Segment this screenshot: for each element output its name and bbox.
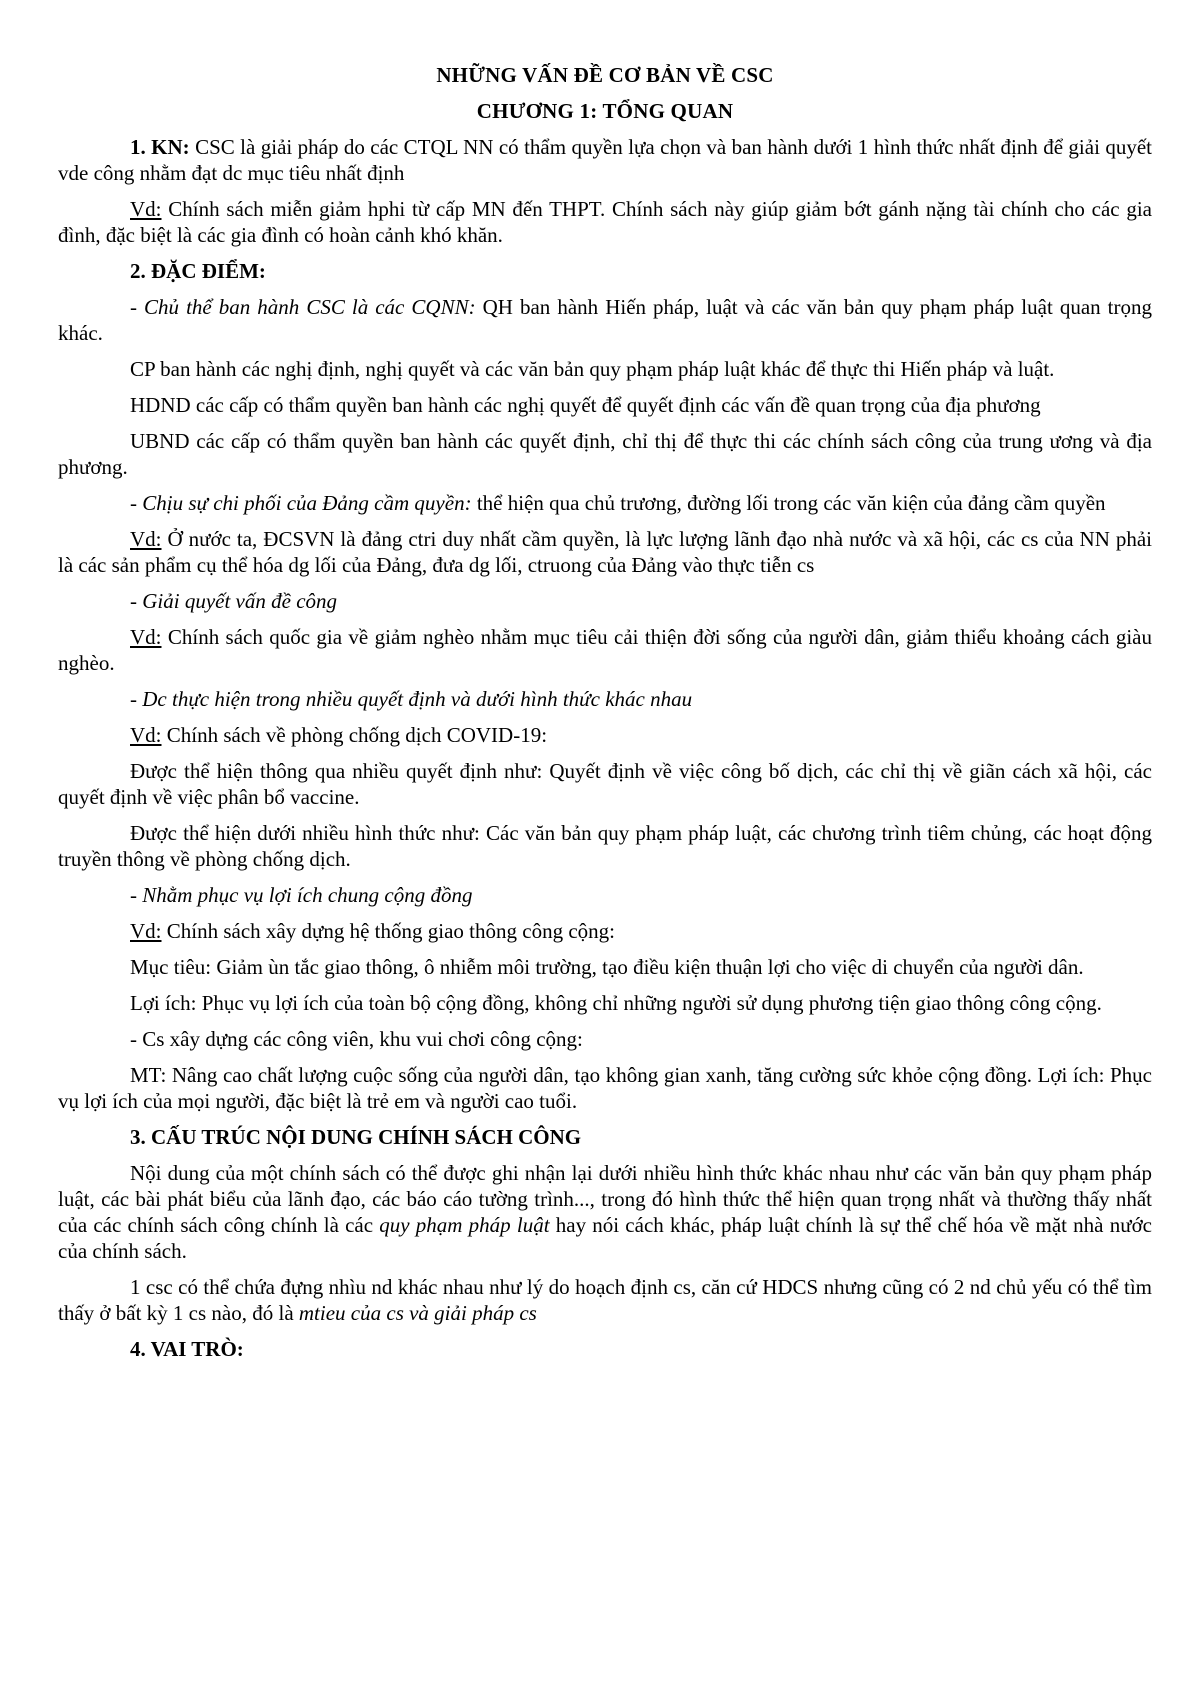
section-3-heading: 3. CẤU TRÚC NỘI DUNG CHÍNH SÁCH CÔNG — [130, 1125, 582, 1149]
example-label: Vd: — [130, 625, 162, 649]
document-page — [58, 62, 1152, 1372]
feature-1-hdnd: HDND các cấp có thẩm quyền ban hành các nghị quyết để quyết định các vấn đề quan trọng của địa phương — [130, 393, 1041, 417]
feature-5-example — [58, 918, 1152, 944]
example-text: Ở nước ta, ĐCSVN là đảng ctri duy nhất cầm quyền, là lực lượng lãnh đạo nhà nước và xã hội, các cs của NN phải là các sản phẩm cụ thể hóa dg lối của Đảng, đưa dg lối, ctruong của Đảng vào thực tiễn cs — [58, 527, 1152, 577]
feature-4-detail-2: Được thể hiện dưới nhiều hình thức như: Các văn bản quy phạm pháp luật, các chương trình tiêm chủng, các hoạt động truyền thông về phòng chống dịch. — [58, 821, 1152, 871]
feature-4-label: - Dc thực hiện trong nhiều quyết định và dưới hình thức khác nhau — [130, 687, 693, 711]
example-text: Chính sách xây dựng hệ thống giao thông công cộng: — [161, 919, 615, 943]
section-2-heading: 2. ĐẶC ĐIỂM: — [130, 259, 266, 283]
section-3-emphasis-2: mtieu của cs và giải pháp cs — [298, 1301, 537, 1325]
example-label: Vd: — [130, 919, 162, 943]
section-3-emphasis: quy phạm pháp luật — [379, 1213, 550, 1237]
definition-text: CSC là giải pháp do các CTQL NN có thẩm quyền lựa chọn và ban hành dưới 1 hình thức nhất định để giải quyết vde công nhằm đạt dc mục tiêu nhất định — [58, 135, 1152, 185]
feature-2-paragraph — [58, 490, 1152, 516]
feature-1-label: - Chủ thể ban hành CSC là các CQNN: — [130, 295, 476, 319]
feature-2-example — [58, 526, 1152, 578]
section-1-label: 1. KN: — [130, 135, 190, 159]
chapter-title: CHƯƠNG 1: TỔNG QUAN — [476, 99, 734, 123]
example-paragraph — [58, 196, 1152, 248]
feature-5-detail-1: Mục tiêu: Giảm ùn tắc giao thông, ô nhiễm môi trường, tạo điều kiện thuận lợi cho việc di chuyển của người dân. — [130, 955, 1084, 979]
feature-5-detail-3: - Cs xây dựng các công viên, khu vui chơi công cộng: — [130, 1027, 583, 1051]
feature-5-detail-2: Lợi ích: Phục vụ lợi ích của toàn bộ cộng đồng, không chỉ những người sử dụng phương tiện giao thông công cộng. — [130, 991, 1102, 1015]
example-label: Vd: — [130, 723, 162, 747]
feature-1-ubnd: UBND các cấp có thẩm quyền ban hành các quyết định, chỉ thị để thực thi các chính sách công của trung ương và địa phương. — [58, 429, 1152, 479]
section-3-paragraph-1 — [58, 1160, 1152, 1264]
feature-1-text: QH ban hành Hiến pháp, luật và các văn bản quy phạm pháp luật quan trọng khác. — [58, 295, 1152, 345]
feature-2-text: thể hiện qua chủ trương, đường lối trong các văn kiện của đảng cầm quyền — [471, 491, 1106, 515]
example-text: Chính sách miễn giảm hphi từ cấp MN đến THPT. Chính sách này giúp giảm bớt gánh nặng tài chính cho các gia đình, đặc biệt là các gia đình có hoàn cảnh khó khăn. — [58, 197, 1152, 247]
feature-3-label: - Giải quyết vấn đề công — [130, 589, 338, 613]
feature-5-detail-4: MT: Nâng cao chất lượng cuộc sống của người dân, tạo không gian xanh, tăng cường sức khỏe cộng đồng. Lợi ích: Phục vụ lợi ích của mọi người, đặc biệt là trẻ em và người cao tuổi. — [58, 1063, 1152, 1113]
document-title: NHỮNG VẤN ĐỀ CƠ BẢN VỀ CSC — [436, 63, 774, 87]
definition-paragraph — [58, 134, 1152, 186]
feature-3-example — [58, 624, 1152, 676]
feature-2-label: - Chịu sự chi phối của Đảng cầm quyền: — [130, 491, 472, 515]
feature-1-paragraph — [58, 294, 1152, 346]
example-label: Vd: — [130, 197, 162, 221]
section-3-paragraph-2 — [58, 1274, 1152, 1326]
feature-4-example — [58, 722, 1152, 748]
section-4-heading: 4. VAI TRÒ: — [130, 1337, 244, 1361]
example-text: Chính sách quốc gia về giảm nghèo nhằm mục tiêu cải thiện đời sống của người dân, giảm thiểu khoảng cách giàu nghèo. — [58, 625, 1152, 675]
feature-5-label: - Nhằm phục vụ lợi ích chung cộng đồng — [130, 883, 473, 907]
section-3-text-c: 1 csc có thể chứa đựng nhìu nd khác nhau như lý do hoạch định cs, căn cứ HDCS nhưng cũng có 2 nd chủ yếu có thể tìm thấy ở bất kỳ 1 cs nào, đó là — [58, 1275, 1152, 1325]
section-3-text-b: hay nói cách khác, pháp luật chính là sự thể chế hóa về mặt nhà nước của chính sách. — [58, 1213, 1153, 1263]
feature-1-cp: CP ban hành các nghị định, nghị quyết và các văn bản quy phạm pháp luật khác để thực thi Hiến pháp và luật. — [130, 357, 1055, 381]
example-text: Chính sách về phòng chống dịch COVID-19: — [161, 723, 548, 747]
example-label: Vd: — [130, 527, 162, 551]
feature-4-detail-1: Được thể hiện thông qua nhiều quyết định như: Quyết định về việc công bố dịch, các chỉ thị về giãn cách xã hội, các quyết định về việc phân bổ vaccine. — [58, 759, 1152, 809]
section-3-text-a: Nội dung của một chính sách có thể được ghi nhận lại dưới nhiều hình thức khác nhau như các văn bản quy phạm pháp luật, các bài phát biểu của lãnh đạo, các báo cáo tường trình..., trong đó hình thức thể hiện quan trọng nhất và thường thấy nhất của các chính sách công chính là các — [58, 1161, 1152, 1237]
